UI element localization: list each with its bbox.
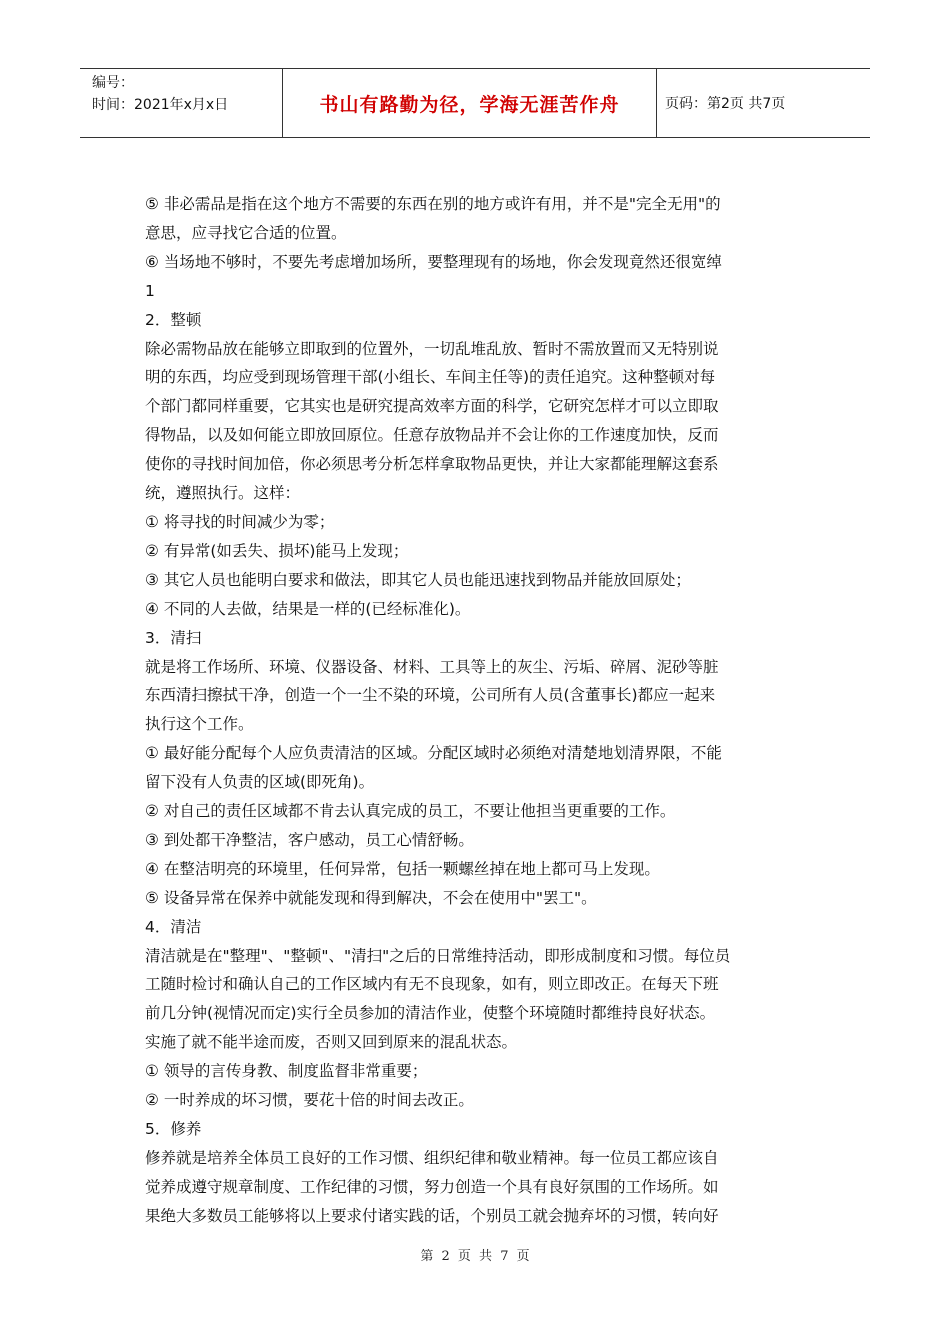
text-line: 5．修养	[145, 1120, 202, 1138]
text-line: 就是将工作场所、环境、仪器设备、材料、工具等上的灰尘、污垢、碎屑、泥砂等脏	[145, 657, 719, 676]
text-line: ④ 在整洁明亮的环境里，任何异常，包括一颗螺丝掉在地上都可马上发现。	[145, 859, 660, 878]
text-line: ② 对自己的责任区域都不肯去认真完成的员工，不要让他担当更重要的工作。	[145, 802, 676, 821]
text-line: ③ 其它人员也能明白要求和做法，即其它人员也能迅速找到物品并能放回原处；	[145, 570, 691, 589]
header-meta	[80, 69, 282, 137]
document-number-label: 编号：	[92, 75, 134, 91]
text-line: ② 一时养成的坏习惯，要花十倍的时间去改正。	[145, 1091, 474, 1110]
text-line: 工随时检讨和确认自己的工作区域内有无不良现象，如有，则立即改正。在每天下班	[145, 975, 719, 994]
page-header	[80, 68, 870, 138]
text-line: 意思，应寻找它合适的位置。	[145, 223, 347, 242]
document-body	[145, 190, 815, 1231]
text-line: 东西清扫擦拭干净，创造一个一尘不染的环境，公司所有人员(含董事长)都应一起来	[145, 686, 716, 705]
text-line: ⑤ 非必需品是指在这个地方不需要的东西在别的地方或许有用，并不是"完全无用"的	[145, 195, 721, 213]
page-footer: 第 2 页 共 7 页	[420, 1249, 530, 1264]
header-motto: 书山有路勤为径，学海无涯苦作舟	[282, 69, 657, 137]
text-line: 得物品，以及如何能立即放回原位。任意存放物品并不会让你的工作速度加快，反而	[145, 426, 719, 445]
text-line: 4．清洁	[145, 917, 202, 936]
text-line: 使你的寻找时间加倍，你必须思考分析怎样拿取物品更快，并让大家都能理解这套系	[145, 455, 719, 474]
text-line: ⑥ 当场地不够时，不要先考虑增加场所，要整理现有的场地，你会发现竟然还很宽绰	[145, 252, 722, 271]
text-line: ② 有异常(如丢失、损坏)能马上发现；	[145, 541, 409, 560]
text-line: 留下没有人负责的区域(即死角)。	[145, 773, 375, 792]
text-line: 明的东西，均应受到现场管理干部(小组长、车间主任等)的责任追究。这种整顿对每	[145, 368, 716, 387]
text-line: 实施了就不能半途而废，否则又回到原来的混乱状态。	[145, 1033, 518, 1052]
text-line: 2．整顿	[145, 310, 202, 329]
text-line: 3．清扫	[145, 628, 202, 647]
text-line: ① 将寻找的时间减少为零；	[145, 512, 335, 531]
text-line: 统，遵照执行。这样：	[145, 484, 301, 503]
text-line: 执行这个工作。	[145, 715, 254, 734]
text-line: 1	[145, 281, 155, 300]
text-line: 前几分钟(视情况而定)实行全员参加的清洁作业，使整个环境随时都维持良好状态。	[145, 1004, 716, 1023]
text-line: ③ 到处都干净整洁，客户感动，员工心情舒畅。	[145, 830, 474, 849]
text-line: 觉养成遵守规章制度、工作纪律的习惯，努力创造一个具有良好氛围的工作场所。如	[145, 1177, 719, 1196]
text-line: ⑤ 设备异常在保养中就能发现和得到解决，不会在使用中"罢工"。	[145, 888, 597, 907]
text-line: 修养就是培养全体员工良好的工作习惯、组织纪律和敬业精神。每一位员工都应该自	[145, 1148, 719, 1167]
text-line: ① 领导的言传身教、制度监督非常重要；	[145, 1062, 428, 1081]
document-date: 时间：2021年x月x日	[92, 97, 229, 113]
header-page-info: 页码：第2页 共7页	[665, 96, 786, 112]
text-line: 除必需物品放在能够立即取到的位置外，一切乱堆乱放、暂时不需放置而又无特别说	[145, 339, 719, 358]
text-line: ① 最好能分配每个人应负责清洁的区域。分配区域时必须绝对清楚地划清界限，不能	[145, 744, 722, 763]
text-line: 个部门都同样重要，它其实也是研究提高效率方面的科学，它研究怎样才可以立即取	[145, 397, 719, 416]
text-line: 清洁就是在"整理"、"整顿"、"清扫"之后的日常维持活动，即形成制度和习惯。每位员	[145, 946, 731, 965]
text-line: 果绝大多数员工能够将以上要求付诸实践的话，个别员工就会抛弃坏的习惯，转向好	[145, 1206, 719, 1225]
text-line: ④ 不同的人去做，结果是一样的(已经标准化)。	[145, 599, 471, 618]
